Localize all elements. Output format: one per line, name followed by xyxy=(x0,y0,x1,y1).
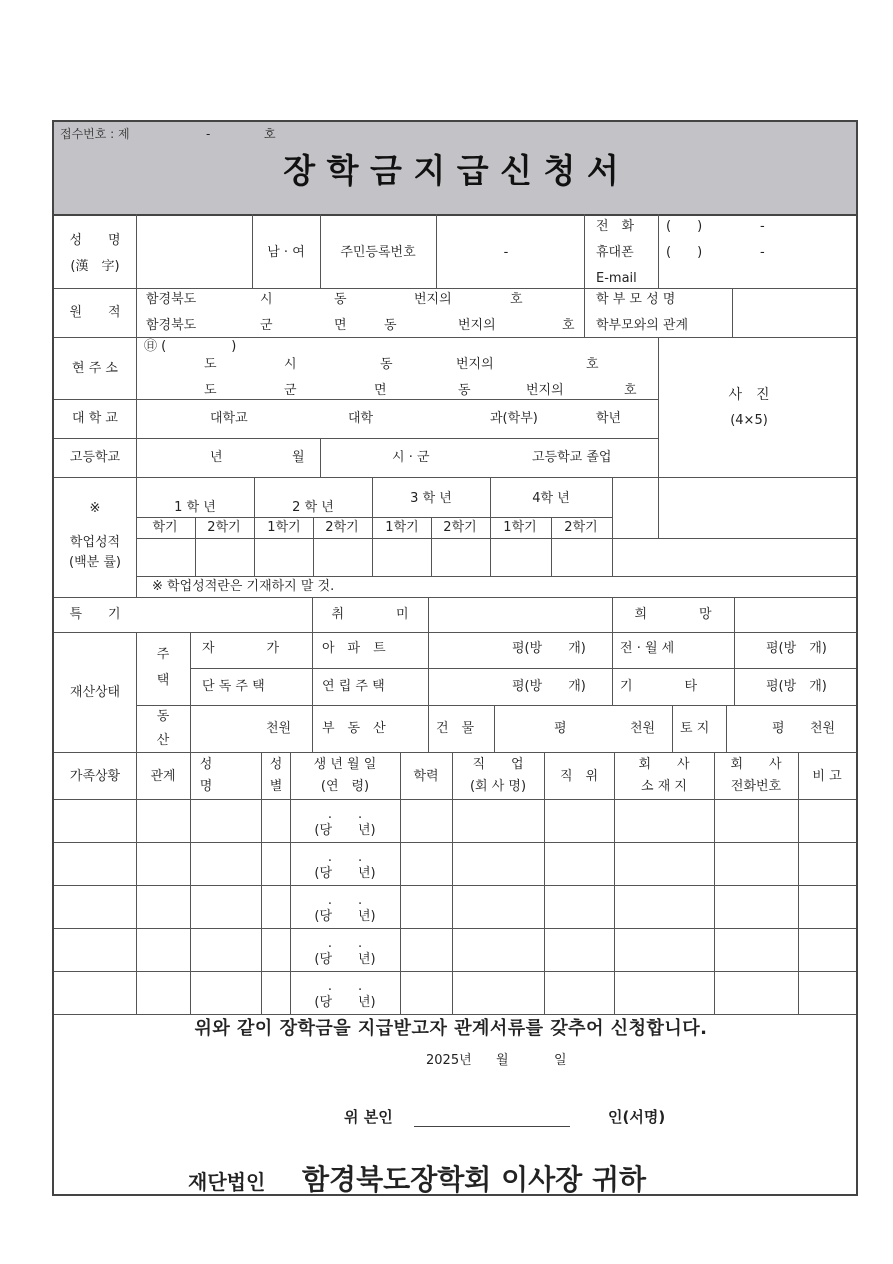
date-year: 2025년 xyxy=(426,1053,472,1068)
row-line xyxy=(136,538,612,539)
addr-dong-1: 동 xyxy=(380,357,393,372)
col-line xyxy=(436,214,437,288)
hs-city: 시 · 군 xyxy=(392,450,430,465)
row-line xyxy=(54,399,658,400)
col-line xyxy=(313,517,314,577)
col-line xyxy=(312,632,313,752)
col-job-2: (회 사 명) xyxy=(469,779,527,794)
receipt-dash: - xyxy=(206,127,211,141)
parent-input[interactable] xyxy=(733,289,856,337)
row-line xyxy=(136,705,856,706)
col-line xyxy=(658,337,659,538)
col-line xyxy=(190,752,191,1014)
col-line xyxy=(195,517,196,577)
origin-gun: 군 xyxy=(260,318,273,333)
col-line xyxy=(428,597,429,632)
phone-label: 전 화 xyxy=(596,219,635,234)
id-number-label: 주민등록번호 xyxy=(340,245,416,260)
origin-province-1: 함경북도 xyxy=(146,292,197,307)
building-pyeong: 평 xyxy=(554,721,567,736)
col-name-1: 성 xyxy=(199,757,213,772)
term-header: 1학기 xyxy=(267,520,301,535)
term-header: 2학기 xyxy=(443,520,477,535)
origin-province-2: 함경북도 xyxy=(146,318,197,333)
col-line xyxy=(726,705,727,752)
term-header: 1학기 xyxy=(503,520,537,535)
col-birth-1: 생 년 월 일 xyxy=(313,757,377,772)
col-line xyxy=(672,705,673,752)
term-header: 2학기 xyxy=(207,520,241,535)
col-line xyxy=(734,597,735,632)
origin-dong-1: 동 xyxy=(334,292,347,307)
row-line xyxy=(54,752,856,753)
col-line xyxy=(400,752,401,1014)
col-line xyxy=(452,752,453,1014)
col-line xyxy=(428,705,429,752)
postal-code[interactable]: ㊐ ( ) xyxy=(144,339,237,354)
year-4-header: 4학 년 xyxy=(532,491,570,506)
col-line xyxy=(494,705,495,752)
mobile-label: 휴대폰 xyxy=(596,245,634,260)
movable-value-unit: 천원 xyxy=(266,721,292,736)
addressee-prefix: 재단법인 xyxy=(188,1170,266,1194)
origin-dong-2: 동 xyxy=(384,318,397,333)
address-label: 현 주 소 xyxy=(72,361,118,376)
highschool-label: 고등학교 xyxy=(69,450,121,465)
villa-label: 연 립 주 택 xyxy=(322,679,385,694)
photo-size: (4×5) xyxy=(730,413,768,428)
form-title: 장 학 금 지 급 신 청 서 xyxy=(283,151,619,190)
col-line xyxy=(612,477,613,577)
col-line xyxy=(428,632,429,705)
family-label: 가족상황 xyxy=(69,769,121,784)
col-line xyxy=(551,517,552,577)
col-line xyxy=(490,477,491,577)
land-label: 토 지 xyxy=(680,721,710,736)
addr-do-1: 도 xyxy=(204,357,217,372)
seal-label: 인(서명) xyxy=(608,1108,666,1126)
col-line xyxy=(252,214,253,288)
addr-ho-2: 호 xyxy=(624,383,637,398)
form-header xyxy=(54,122,856,216)
parent-name-label: 학 부 모 성 명 xyxy=(596,292,676,307)
term-header: 학기 xyxy=(152,520,178,535)
col-line xyxy=(734,632,735,705)
origin-label: 원 적 xyxy=(69,305,121,320)
col-line xyxy=(612,597,613,632)
col-line xyxy=(190,632,191,752)
grades-label: 학업성적 xyxy=(69,535,121,550)
photo-label: 사 진 xyxy=(728,387,770,403)
date-day: 일 xyxy=(554,1053,567,1068)
family-row-dots: . . xyxy=(327,936,363,951)
jeonse-label: 전 · 월 세 xyxy=(620,641,675,656)
col-birth-2: (연 령) xyxy=(320,779,370,794)
movable-label-2: 산 xyxy=(156,733,170,748)
property-label: 재산상태 xyxy=(69,685,121,700)
apartment-label: 아 파 트 xyxy=(322,641,386,656)
col-line xyxy=(136,632,137,1014)
apartment-size: 평(방 개) xyxy=(512,641,586,656)
family-row-age: (당 년) xyxy=(314,952,376,967)
villa-size: 평(방 개) xyxy=(512,679,586,694)
col-sex-2: 별 xyxy=(269,779,283,794)
term-header: 1학기 xyxy=(385,520,419,535)
row-line xyxy=(54,438,658,439)
col-company-tel-1: 회 사 xyxy=(730,757,782,772)
origin-city: 시 xyxy=(260,292,273,307)
term-header: 2학기 xyxy=(325,520,359,535)
row-line xyxy=(136,576,856,577)
row-line xyxy=(612,538,856,539)
term-header: 2학기 xyxy=(564,520,598,535)
year-2-header: 2 학 년 xyxy=(292,500,334,515)
parent-relation-label: 학부모와의 관계 xyxy=(596,318,689,333)
other-size: 평(방 개) xyxy=(766,679,827,694)
email-input[interactable] xyxy=(659,265,856,287)
house-label-1: 주 xyxy=(156,647,170,662)
col-name-2: 명 xyxy=(199,779,213,794)
special-skill-label: 특 기 xyxy=(69,607,121,622)
origin-ho-1: 호 xyxy=(510,292,523,307)
college-name: 대학 xyxy=(348,411,374,426)
col-line xyxy=(431,517,432,577)
gender-select[interactable]: 남 · 여 xyxy=(267,245,305,260)
family-row-dots: . . xyxy=(327,979,363,994)
col-line xyxy=(320,438,321,477)
addr-bunji-2: 번지의 xyxy=(526,383,564,398)
applicant-label: 위 본인 xyxy=(344,1108,393,1126)
row-line xyxy=(54,597,856,598)
addr-ho-1: 호 xyxy=(586,357,599,372)
row-line xyxy=(190,668,856,669)
other-label: 기 타 xyxy=(620,679,698,694)
row-line xyxy=(136,517,612,518)
addr-gun: 군 xyxy=(284,383,297,398)
hobby-label: 취 미 xyxy=(331,607,409,622)
university-label: 대 학 교 xyxy=(72,411,118,426)
col-line xyxy=(290,752,291,1014)
origin-ho-2: 호 xyxy=(562,318,575,333)
col-line xyxy=(714,752,715,1014)
receipt-ho: 호 xyxy=(264,127,276,141)
hs-month: 월 xyxy=(292,450,305,465)
application-statement: 위와 같이 장학금을 지급받고자 관계서류를 갖추어 신청합니다. xyxy=(194,1018,708,1039)
col-relation: 관계 xyxy=(150,769,176,784)
hs-year: 년 xyxy=(210,450,223,465)
university-name: 대학교 xyxy=(210,411,248,426)
row-line xyxy=(54,632,856,633)
family-row-age: (당 년) xyxy=(314,995,376,1010)
row-line xyxy=(54,928,856,929)
real-estate-label: 부 동 산 xyxy=(322,721,386,736)
family-row-age: (당 년) xyxy=(314,866,376,881)
name-label: 성 명 xyxy=(69,233,121,248)
mobile-dash: - xyxy=(760,245,765,260)
date-month: 월 xyxy=(496,1053,509,1068)
hope-label: 희 망 xyxy=(634,607,712,622)
row-line xyxy=(54,477,856,478)
col-line xyxy=(320,214,321,288)
jeonse-size: 평(방 개) xyxy=(766,641,827,656)
col-line xyxy=(612,632,613,705)
col-line xyxy=(584,214,585,337)
land-pyeong: 평 xyxy=(772,721,785,736)
col-company-loc-2: 소 재 지 xyxy=(641,779,687,794)
land-value-unit: 천원 xyxy=(810,721,836,736)
grades-mark: ※ xyxy=(89,501,101,516)
col-line xyxy=(614,752,615,1014)
application-form xyxy=(52,120,858,1196)
row-line xyxy=(54,885,856,886)
name-hanja-label: (漢 字) xyxy=(70,259,120,274)
col-company-loc-1: 회 사 xyxy=(638,757,690,772)
receipt-label: 접수번호 : 제 xyxy=(60,127,130,141)
grade-year: 학년 xyxy=(596,411,622,426)
addr-si: 시 xyxy=(284,357,297,372)
col-line xyxy=(372,477,373,577)
addr-do-2: 도 xyxy=(204,383,217,398)
family-row-age: (당 년) xyxy=(314,909,376,924)
col-education: 학력 xyxy=(413,769,439,784)
row-line xyxy=(54,337,856,338)
detached-label: 단 독 주 택 xyxy=(202,679,265,694)
family-row-dots: . . xyxy=(327,850,363,865)
addr-myeon: 면 xyxy=(374,383,387,398)
year-3-header: 3 학 년 xyxy=(410,491,452,506)
col-line xyxy=(544,752,545,1014)
building-value-unit: 천원 xyxy=(630,721,656,736)
email-label: E-mail xyxy=(596,271,637,286)
grades-percent-label: (백분 률) xyxy=(69,555,121,570)
addr-dong-2: 동 xyxy=(458,383,471,398)
row-line xyxy=(54,1014,856,1015)
origin-bunji-1: 번지의 xyxy=(414,292,452,307)
row-line xyxy=(54,842,856,843)
col-remark: 비 고 xyxy=(812,769,842,784)
building-label: 건 물 xyxy=(436,721,475,736)
hs-graduation: 고등학교 졸업 xyxy=(532,450,612,465)
name-input[interactable] xyxy=(137,215,252,288)
family-row-dots: . . xyxy=(327,893,363,908)
own-house-label: 자 가 xyxy=(202,641,280,656)
col-position: 직 위 xyxy=(559,769,599,784)
col-sex-1: 성 xyxy=(269,757,283,772)
row-line xyxy=(54,799,856,800)
house-label-2: 택 xyxy=(156,673,170,688)
col-company-tel-2: 전화번호 xyxy=(730,779,782,794)
family-row-age: (당 년) xyxy=(314,823,376,838)
col-job-1: 직 업 xyxy=(472,757,524,772)
phone-dash: - xyxy=(760,219,765,234)
addressee: 함경북도장학회 이사장 귀하 xyxy=(302,1163,647,1196)
col-line xyxy=(254,477,255,577)
grades-note: ※ 학업성적란은 기재하지 말 것. xyxy=(152,579,335,594)
col-line xyxy=(312,597,313,632)
family-row-dots: . . xyxy=(327,807,363,822)
col-line xyxy=(798,752,799,1014)
id-number-input[interactable]: - xyxy=(503,245,509,260)
addr-bunji-1: 번지의 xyxy=(456,357,494,372)
origin-myeon: 면 xyxy=(334,318,347,333)
year-1-header: 1 학 년 xyxy=(174,500,216,515)
phone-input[interactable]: ( ) xyxy=(666,219,703,234)
row-line xyxy=(54,971,856,972)
movable-label-1: 동 xyxy=(156,709,170,724)
mobile-input[interactable]: ( ) xyxy=(666,245,703,260)
origin-bunji-2: 번지의 xyxy=(458,318,496,333)
department-name: 과(학부) xyxy=(490,411,538,426)
applicant-signature-line[interactable] xyxy=(414,1126,570,1127)
col-line xyxy=(261,752,262,1014)
